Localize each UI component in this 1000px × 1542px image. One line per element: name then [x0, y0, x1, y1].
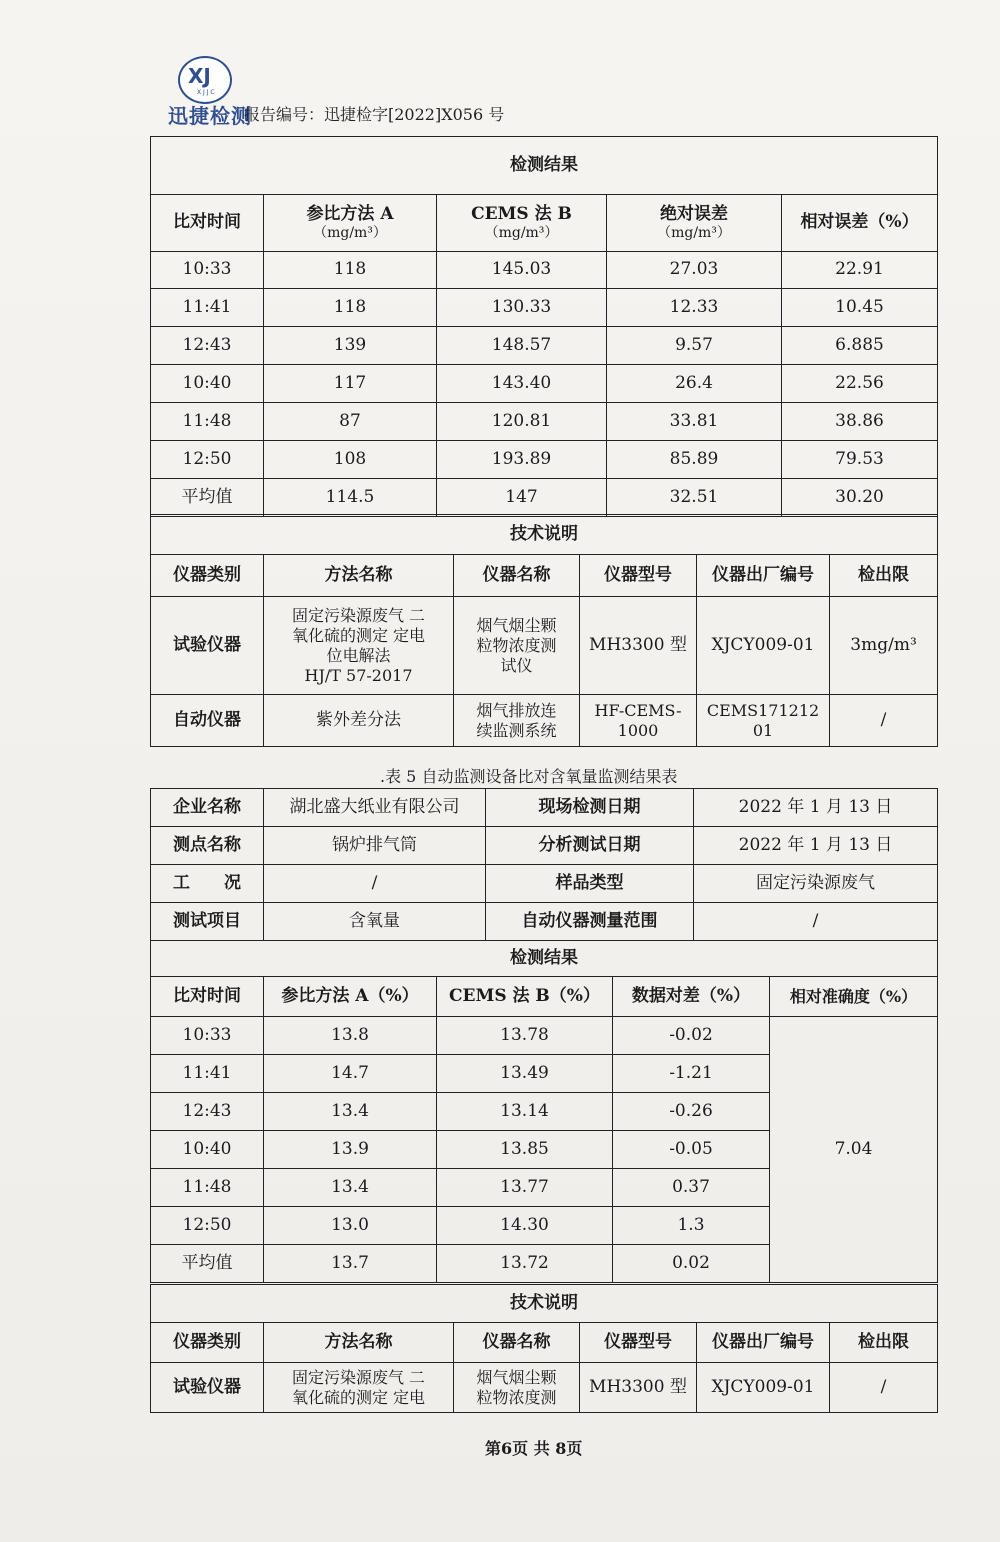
table-row: 10:33 118 145.03 27.03 22.91 — [151, 252, 938, 289]
header-serial: 仪器出厂编号 — [697, 1323, 830, 1363]
page-footer: 第6页 共 8页 — [485, 1439, 583, 1458]
header-instrument: 仪器名称 — [454, 1323, 580, 1363]
header-time: 比对时间 — [151, 977, 264, 1017]
table-caption: .表 5 自动监测设备比对含氧量监测结果表 — [380, 767, 678, 786]
table-row: 12:50 13.0 14.30 1.3 — [151, 1207, 938, 1245]
table-row: 11:41 14.7 13.49 -1.21 — [151, 1055, 938, 1093]
header-ref: 参比方法 A（%） — [264, 977, 437, 1017]
report-number: 报告编号：迅捷检字[2022]X056 号 — [244, 105, 505, 124]
info-row: 测试项目 含氧量 自动仪器测量范围 / — [151, 903, 938, 941]
header-diff: 数据对差（%） — [613, 977, 770, 1017]
header-rel-error: 相对误差（%） — [782, 195, 938, 252]
header-ref: 参比方法 A （mg/m³） — [264, 195, 437, 252]
tech-row: 试验仪器 固定污染源废气 二 氧化硫的测定 定电 烟气烟尘颗 粒物浓度测 MH3300 型 XJCY009-01 / — [151, 1363, 938, 1413]
header-instrument: 仪器名称 — [454, 555, 580, 597]
logo-sub: X J J C — [197, 89, 215, 96]
header-model: 仪器型号 — [580, 1323, 697, 1363]
info-row: 测点名称 锅炉排气筒 分析测试日期 2022 年 1 月 13 日 — [151, 827, 938, 865]
table-row-average: 平均值 13.7 13.72 0.02 — [151, 1245, 938, 1283]
oxygen-info-table — [150, 788, 938, 941]
oxygen-tech-table — [150, 1284, 938, 1413]
header-method: 方法名称 — [264, 1323, 454, 1363]
table-row: 10:40 13.9 13.85 -0.05 — [151, 1131, 938, 1169]
table-row: 10:40 117 143.40 26.4 22.56 — [151, 365, 938, 403]
header-model: 仪器型号 — [580, 555, 697, 597]
header-category: 仪器类别 — [151, 555, 264, 597]
table-row: 12:43 139 148.57 9.57 6.885 — [151, 327, 938, 365]
tech-row: 试验仪器 固定污染源废气 二 氧化硫的测定 定电 位电解法 HJ/T 57-2017 烟气烟尘颗 粒物浓度测 试仪 MH3300 型 XJCY009-01 3mg/m³ — [151, 597, 938, 695]
table-row: 12:43 13.4 13.14 -0.26 — [151, 1093, 938, 1131]
oxygen-results-table — [150, 940, 938, 1283]
table-row: 11:48 87 120.81 33.81 38.86 — [151, 403, 938, 441]
header-method: 方法名称 — [264, 555, 454, 597]
tech-title: 技术说明 — [151, 515, 938, 555]
relative-accuracy: 7.04 — [770, 1017, 938, 1283]
logo-mark: XJ — [188, 64, 211, 88]
table-row-average: 平均值 114.5 147 32.51 30.20 — [151, 479, 938, 517]
table-row: 12:50 108 193.89 85.89 79.53 — [151, 441, 938, 479]
tech-row: 自动仪器 紫外差分法 烟气排放连 续监测系统 HF-CEMS- 1000 CEMS171212 01 / — [151, 695, 938, 747]
info-row: 工 况 / 样品类型 固定污染源废气 — [151, 865, 938, 903]
header-cems: CEMS 法 B （mg/m³） — [437, 195, 607, 252]
info-row: 企业名称 湖北盛大纸业有限公司 现场检测日期 2022 年 1 月 13 日 — [151, 789, 938, 827]
table-row: 11:48 13.4 13.77 0.37 — [151, 1169, 938, 1207]
header-time: 比对时间 — [151, 195, 264, 252]
header-cems: CEMS 法 B（%） — [437, 977, 613, 1017]
section-title: 检测结果 — [151, 137, 938, 195]
table-row: 11:41 118 130.33 12.33 10.45 — [151, 289, 938, 327]
header-abs-error: 绝对误差 （mg/m³） — [607, 195, 782, 252]
table-row: 10:33 13.8 13.78 -0.02 7.04 — [151, 1017, 938, 1055]
header-limit: 检出限 — [830, 555, 938, 597]
section-title: 检测结果 — [151, 941, 938, 977]
company-logo — [178, 56, 232, 104]
so2-tech-table — [150, 514, 938, 747]
header-category: 仪器类别 — [151, 1323, 264, 1363]
so2-results-table — [150, 136, 938, 517]
tech-title: 技术说明 — [151, 1285, 938, 1323]
header-serial: 仪器出厂编号 — [697, 555, 830, 597]
logo-text: 迅捷检测 — [168, 104, 252, 128]
header-accuracy: 相对准确度（%） — [770, 977, 938, 1017]
header-limit: 检出限 — [830, 1323, 938, 1363]
